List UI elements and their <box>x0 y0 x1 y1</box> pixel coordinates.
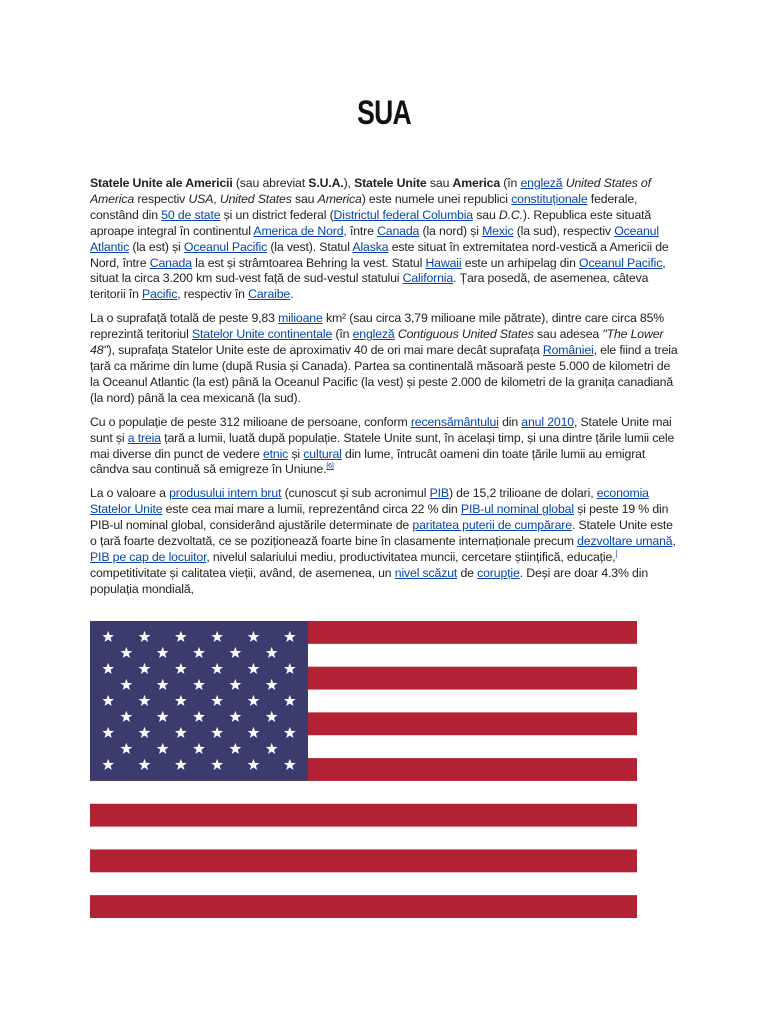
text-run: km² (sau circa 3,79 milioane mile pătrate), dintre care circa 85% reprezintă teritoriul <box>90 311 665 342</box>
text-run: este un arhipelag din <box>461 255 580 270</box>
wiki-link[interactable]: paritatea puterii de cumpărare <box>412 518 572 533</box>
text-run: (în <box>500 176 521 190</box>
text-run: , nivelul salariului mediu, productivitatea muncii, cercetare științifică, educație, <box>206 549 616 564</box>
text-run: competitivitate și calitatea vieții, având, de asemenea, un <box>90 565 395 580</box>
wiki-link[interactable]: economia Statelor Unite <box>90 486 649 517</box>
text-run: (la est) și <box>129 239 184 254</box>
italic-text: United States of America <box>90 176 651 206</box>
us-flag-image <box>90 621 637 918</box>
text-run: ) de 15,2 trilioane de dolari, <box>448 486 597 501</box>
citation-link[interactable]: [ <box>615 550 618 558</box>
page-title: SUA <box>357 94 411 132</box>
wiki-link[interactable]: cultural <box>303 446 342 461</box>
text-run: din <box>498 414 522 429</box>
wiki-link[interactable]: PIB <box>429 486 449 501</box>
flag-white-stripe <box>90 872 637 895</box>
text-run: Cu o populație de peste 312 milioane de persoane, conform <box>90 414 411 429</box>
wiki-link[interactable]: Canada <box>377 223 420 238</box>
text-run: (sau abreviat <box>232 176 309 190</box>
wiki-link[interactable]: PIB pe cap de locuitor <box>90 549 207 564</box>
text-run: sau <box>291 191 318 206</box>
text-run: ). Republica este situată aproape integral în continentul <box>90 207 652 238</box>
text-run: sau <box>426 176 453 190</box>
bold-text: America <box>452 176 501 190</box>
citation-link[interactable]: [6] <box>326 463 334 471</box>
wiki-link[interactable]: constituționale <box>511 191 588 206</box>
wiki-link[interactable]: etnic <box>262 446 289 461</box>
text-run: , <box>213 191 220 206</box>
wiki-link[interactable]: California <box>402 271 454 286</box>
text-run: , respectiv în <box>177 287 249 302</box>
text-run: (în <box>332 327 353 342</box>
italic-text: "The Lower 48" <box>90 327 664 358</box>
italic-text: America <box>317 191 362 206</box>
wiki-link[interactable]: Canada <box>149 255 192 270</box>
text-run: (la nord) și <box>419 223 483 238</box>
text-run: . Țara posedă, de asemenea, câteva teritorii în <box>90 271 649 302</box>
text-run: din lume, întrucât oameni din toate țările lumii au emigrat cândva sau continuă să emigreze în Uniune. <box>90 446 646 477</box>
text-run: . Deși are doar 4.3% din populația mondială, <box>90 565 649 596</box>
text-run: , Statele Unite mai sunt și <box>90 414 672 445</box>
text-run: țară a lumii, luată după populație. Statele Unite sunt, în același timp, și una dintre țările lumii cele mai diverse din punct de vedere <box>90 430 675 461</box>
flag-white-stripe <box>90 827 637 850</box>
text-run: , ele fiind a treia țară ca mărime din lume (după Rusia și Canada). Partea sa continentală măsoară peste 5.000 de kilometri de la Oceanul Atlantic (la est) până la Oceanul Pacific (la vest) și peste 2.000 de kilometri de la granița canadiană (la nord) până la cea mexicană (la sud). <box>90 343 678 405</box>
citation <box>615 551 617 558</box>
flag-red-stripe <box>90 849 637 872</box>
text-run: . <box>290 287 294 302</box>
text-run: La o valoare a <box>90 486 170 501</box>
text-run: (la sud), respectiv <box>513 223 615 238</box>
italic-text: Contiguous United States <box>397 327 534 342</box>
wiki-link[interactable]: anul 2010 <box>521 414 574 429</box>
article-body <box>90 176 680 621</box>
text-run: La o suprafață totală de peste 9,83 <box>90 311 279 326</box>
text-run: respectiv <box>134 191 189 206</box>
wiki-link[interactable]: PIB-ul nominal global <box>460 502 574 517</box>
paragraph-intro <box>90 176 680 303</box>
paragraph-population <box>90 415 680 479</box>
wiki-link[interactable]: Caraibe <box>248 287 291 302</box>
bold-text: S.U.A. <box>308 176 344 190</box>
text-run: și <box>288 446 304 461</box>
wiki-link[interactable]: 50 de state <box>161 207 221 222</box>
wiki-link[interactable]: Mexic <box>482 223 514 238</box>
wiki-link[interactable]: Oceanul Atlantic <box>90 223 659 254</box>
bold-text: Statele Unite <box>354 176 427 190</box>
text-run: , <box>672 534 676 549</box>
text-run: (cunoscut și sub acronimul <box>281 486 430 501</box>
text-run: este cea mai mare a lumii, reprezentând circa 22 % din <box>162 502 461 517</box>
wiki-link[interactable]: produsului intern brut <box>169 486 282 501</box>
text-run: ), suprafața Statelor Unite este de aproximativ 40 de ori mai mare decât suprafața <box>107 343 543 358</box>
wiki-link[interactable]: Oceanul Pacific <box>183 239 268 254</box>
wiki-link[interactable]: engleză <box>352 327 395 342</box>
wiki-link[interactable]: nivel scăzut <box>394 565 458 580</box>
text-run: sau <box>473 207 499 222</box>
citation <box>326 463 333 470</box>
flag-white-stripe <box>90 781 637 804</box>
wiki-link[interactable]: a treia <box>127 430 161 445</box>
wiki-link[interactable]: engleză <box>520 176 563 190</box>
text-run: (la vest). Statul <box>267 239 353 254</box>
wiki-link[interactable]: Alaska <box>352 239 389 254</box>
flag-red-stripe <box>90 804 637 827</box>
wiki-link[interactable]: dezvoltare umană <box>577 534 673 549</box>
wiki-link[interactable]: Districtul federal Columbia <box>333 207 473 222</box>
paragraph-geography <box>90 311 680 406</box>
italic-text: D.C. <box>498 207 523 222</box>
wiki-link[interactable]: corupție <box>477 565 520 580</box>
italic-text: United States <box>219 191 292 206</box>
wiki-link[interactable]: Hawaii <box>425 255 462 270</box>
text-run: și un district federal ( <box>220 207 334 222</box>
wiki-link[interactable]: Oceanul Pacific <box>579 255 663 270</box>
wiki-link[interactable]: America de Nord <box>253 223 344 238</box>
flag-canton <box>90 621 308 781</box>
text-run: , situat la circa 3.200 km sud-vest față de sud-vestul statului <box>90 255 666 286</box>
text-run: și peste 19 % din PIB-ul nominal global, considerând ajustările determinate de <box>90 502 669 533</box>
flag-red-stripe <box>90 895 637 918</box>
bold-text: Statele Unite ale Americii <box>90 176 233 190</box>
text-run: , între <box>343 223 378 238</box>
paragraph-economy <box>90 486 680 597</box>
text-run: este situat în extremitatea nord-vestică a Americii de Nord, între <box>90 239 669 270</box>
wiki-link[interactable]: României <box>542 343 594 358</box>
text-run: federale, constând din <box>90 191 638 222</box>
wiki-link[interactable]: recensământului <box>410 414 499 429</box>
wiki-link[interactable]: Pacific <box>142 287 178 302</box>
text-run: la est și strâmtoarea Behring la vest. Statul <box>191 255 426 270</box>
wiki-link[interactable]: Statelor Unite continentale <box>191 327 333 342</box>
text-run: ), <box>343 176 355 190</box>
wiki-link[interactable]: milioane <box>278 311 323 326</box>
italic-text: USA <box>188 191 214 206</box>
text-run: sau adesea <box>533 327 603 342</box>
text-run: ) este numele unei republici <box>361 191 512 206</box>
text-run: de <box>457 565 478 580</box>
text-run: . Statele Unite este o țară foarte dezvoltată, ce se poziționează foarte bine în clasamente internaționale precum <box>90 518 673 549</box>
